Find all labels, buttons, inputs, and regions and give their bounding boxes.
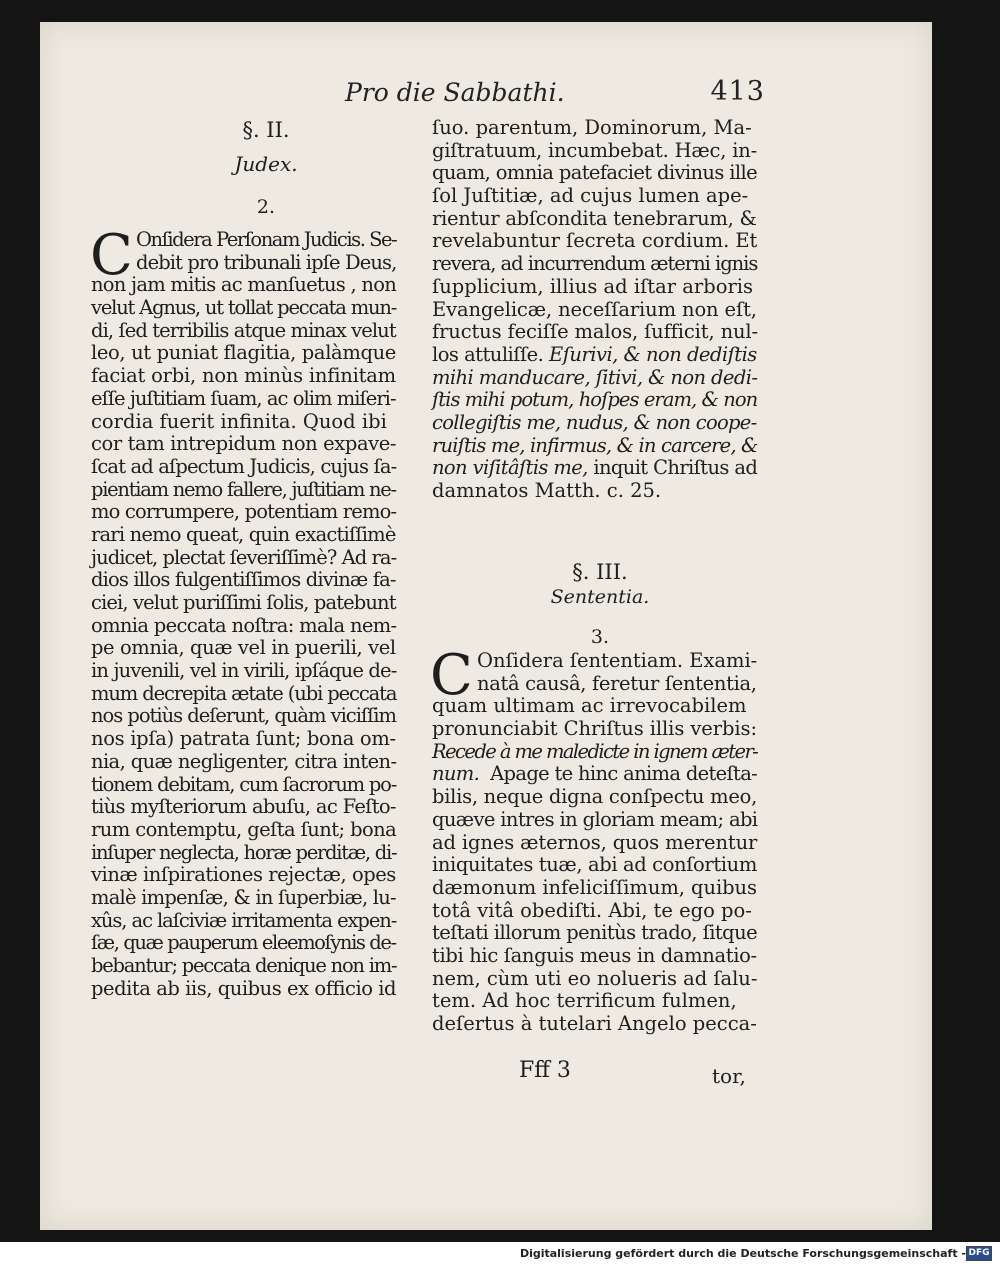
text-line: nem, cùm uti eo nolueris ad ſalu- xyxy=(432,966,758,990)
scripture-quote: Eſurivi, & non dediſtis xyxy=(549,342,757,366)
text-line: pientiam nemo fallere, juſtitiam ne- xyxy=(91,477,396,501)
text-line: ſcat ad aſpectum Judicis, cujus ſa- xyxy=(91,454,397,478)
text-line: nia, quæ negligenter, citra inten- xyxy=(91,749,397,773)
text-line: totâ vitâ obediſti. Abi, te ego po- xyxy=(432,898,752,922)
text-line: iniquitates tuæ, abi ad conſortium xyxy=(432,853,757,877)
page-number: 413 xyxy=(710,76,765,107)
text-line: tem. Ad hoc terrificum fulmen, xyxy=(432,989,737,1013)
text-line: ſol Juſtitiæ, ad cujus lumen ape- xyxy=(432,184,749,208)
text-line: rum contemptu, geſta ſunt; bona xyxy=(91,817,397,841)
text-line: ad ignes æternos, quos merentur xyxy=(432,830,758,854)
text-line: ſupplicium, illius ad iſtar arboris xyxy=(432,274,754,298)
text-line: teſtati illorum penitùs trado, ſitque xyxy=(432,921,758,945)
text-line: tiùs myſteriorum abuſu, ac Feſto- xyxy=(91,795,396,819)
signature-mark: Fff 3 xyxy=(519,1058,571,1083)
dfg-logo: DFG xyxy=(966,1246,992,1261)
text-line: revera, ad incurrendum æterni ignis xyxy=(432,252,758,276)
text-run: los attuliſſe. xyxy=(432,342,544,366)
text-line: nos ipſa) patrata ſunt; bona om- xyxy=(91,727,396,751)
text-line: malè impenſæ, & in ſuperbiæ, lu- xyxy=(91,885,396,909)
text-line: debit pro tribunali ipſe Deus, xyxy=(136,250,397,274)
digitization-credit: Digitalisierung gefördert durch die Deutsche Forschungsgemeinschaft - xyxy=(519,1247,966,1260)
scripture-quote: collegiſtis me, nudus, & non coope- xyxy=(432,410,757,434)
text-line: bebantur; peccata denique non im- xyxy=(91,954,397,977)
text-line: pedita ab iis, quibus ex officio id xyxy=(91,976,397,1000)
scripture-quote: num. xyxy=(432,762,480,786)
running-title: Pro die Sabbathi. xyxy=(345,78,565,107)
text-line: giſtratuum, incumbebat. Hæc, in- xyxy=(432,138,757,162)
catchword: tor, xyxy=(712,1064,746,1088)
text-line: mo corrumpere, potentiam remo- xyxy=(91,500,397,524)
left-column xyxy=(90,223,397,1000)
text-line: pronunciabit Chriſtus illis verbis: xyxy=(432,717,757,741)
text-line: ſuo. parentum, Dominorum, Ma- xyxy=(432,116,752,139)
text-line: tionem debitam, cum ſacrorum po- xyxy=(91,772,397,796)
text-line: cordia fuerit infinita. Quod ibi xyxy=(91,409,387,433)
text-line: dios illos fulgentiſſimos divinæ fa- xyxy=(91,568,396,592)
text-line: deſertus à tutelari Angelo pecca- xyxy=(432,1012,757,1035)
text-line: nos potiùs deſerunt, quàm viciſſim xyxy=(91,704,396,728)
scripture-quote: ruiſtis me, infirmus, & in carcere, & xyxy=(432,433,758,457)
text-line: pe omnia, quæ vel in puerili, vel xyxy=(91,636,396,660)
text-line: dæmonum infeliciſſimum, quibus xyxy=(432,875,757,899)
text-line: Onſidera Perſonam Judicis. Se- xyxy=(136,228,397,251)
text-line: tibi hic ſanguis meus in damnatio- xyxy=(432,943,757,967)
text-line: Evangelicæ, neceſſarium non eſt, xyxy=(432,297,757,321)
text-line: quam, omnia patefaciet divinus ille xyxy=(432,161,758,185)
text-line: rientur abſcondita tenebrarum, & xyxy=(432,206,757,230)
text-line: quam ultimam ac irrevocabilem xyxy=(432,694,747,718)
text-line: eſſe juſtitiam ſuam, ac olim miſeri- xyxy=(91,386,396,410)
text-line xyxy=(432,457,757,480)
section-number-3: 3. xyxy=(590,626,610,648)
scripture-quote: mihi manducare, ſitivi, & non dedi- xyxy=(432,365,758,389)
section-title-3: Sententia. xyxy=(550,586,650,608)
section-mark-2: §. II. xyxy=(242,118,290,142)
scripture-quote: non viſitâſtis me, xyxy=(432,456,588,480)
section-number-2: 2. xyxy=(256,196,276,218)
text-line xyxy=(432,344,757,367)
text-line: vinæ inſpirationes rejectæ, opes xyxy=(91,863,396,887)
text-line: revelabuntur ſecreta cordium. Et xyxy=(432,229,758,253)
text-line: faciat orbi, non minùs infinitam xyxy=(91,364,396,388)
text-line: di, ſed terribilis atque minax velut xyxy=(91,318,396,342)
text-line: quæve intres in gloriam meam; abi xyxy=(432,807,758,831)
text-line: mum decrepita ætate (ubi peccata xyxy=(91,681,397,705)
text-line: inſuper neglecta, horæ perditæ, di- xyxy=(91,840,397,864)
text-line: fructus feciſſe malos, ſufficit, nul- xyxy=(432,320,758,344)
text-line: damnatos Matth. c. 25. xyxy=(432,479,662,502)
text-line: rari nemo queat, quin exactiſſimè xyxy=(91,522,396,546)
text-line: judicet, plectat ſeveriſſimè? Ad ra- xyxy=(91,545,397,569)
text-line xyxy=(432,763,757,786)
drop-cap-3: C xyxy=(430,643,473,708)
text-line: cor tam intrepidum non expave- xyxy=(91,432,397,456)
text-run: inquit Chriſtus ad xyxy=(593,456,758,480)
right-column-section3 xyxy=(430,643,758,1036)
section-title-2: Judex. xyxy=(234,152,298,176)
drop-cap-2: C xyxy=(90,223,133,288)
text-line: ſæ, quæ pauperum eleemoſynis de- xyxy=(91,931,396,955)
running-header xyxy=(345,78,765,110)
text-line: omnia peccata noſtra: mala nem- xyxy=(91,613,397,637)
text-line: Onſidera ſententiam. Exami- xyxy=(477,649,758,672)
scripture-quote: ſtis mihi potum, hoſpes eram, & non xyxy=(432,388,758,412)
text-line: ciei, velut puriſſimi ſolis, patebunt xyxy=(91,591,396,614)
text-run: Apage te hinc anima deteſta- xyxy=(490,762,758,786)
text-line: in juvenili, vel in virili, ipſáque de- xyxy=(91,659,397,683)
text-line: bilis, neque digna conſpectu meo, xyxy=(432,785,758,809)
scripture-quote: Recede à me maledicte in ignem æter- xyxy=(432,739,758,763)
text-line: leo, ut puniat flagitia, palàmque xyxy=(91,341,396,365)
text-line: non jam mitis ac manſuetus , non xyxy=(91,273,397,297)
section-mark-3: §. III. xyxy=(572,560,628,584)
text-line: natâ causâ, feretur ſententia, xyxy=(477,671,757,695)
text-line: xûs, ac laſciviæ irritamenta expen- xyxy=(91,908,397,932)
text-line: velut Agnus, ut tollat peccata mun- xyxy=(91,296,397,320)
right-column-top xyxy=(432,117,757,503)
